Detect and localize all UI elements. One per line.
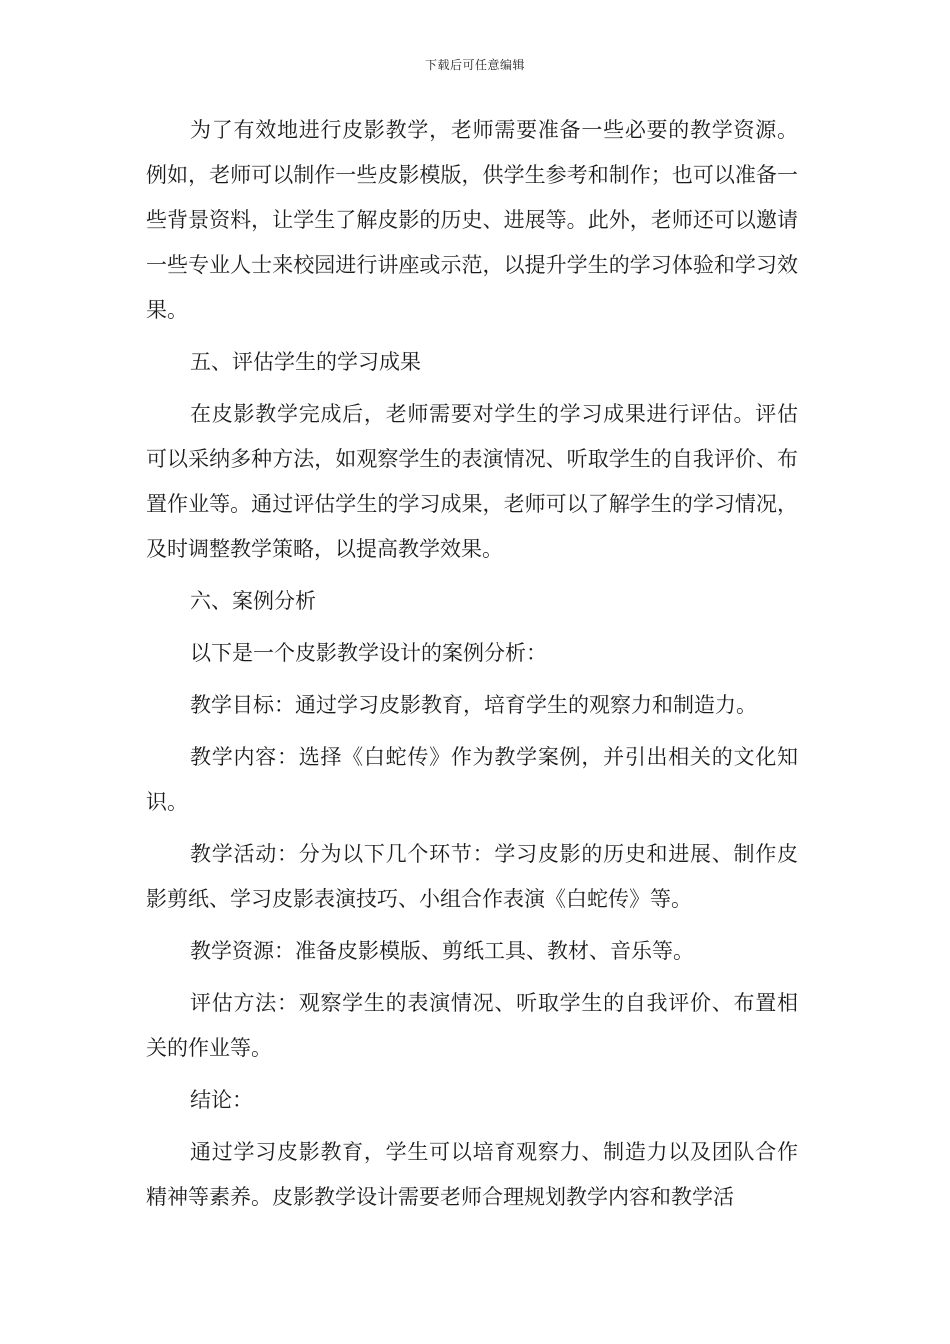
paragraph-assessment: 在皮影教学完成后，老师需要对学生的学习成果进行评估。评估可以采纳多种方法，如观察学生的表演情况、听取学生的自我评价、布置作业等。通过评估学生的学习成果，老师可以了解学生的学习情况，及时调整教学策略，以提高教学效果。	[146, 402, 798, 561]
paragraph-teaching-goal: 教学目标：通过学习皮影教育，培育学生的观察力和制造力。	[190, 693, 757, 717]
paragraph-teaching-activities: 教学活动：分为以下几个环节：学习皮影的历史和进展、制作皮影剪纸、学习皮影表演技巧、小组合作表演《白蛇传》等。	[146, 842, 798, 911]
page-header: 下载后可任意编辑	[424, 58, 525, 72]
paragraph-case-intro: 以下是一个皮影教学设计的案例分析：	[190, 641, 547, 665]
paragraph-assessment-method: 评估方法：观察学生的表演情况、听取学生的自我评价、布置相关的作业等。	[146, 991, 798, 1060]
paragraph-teaching-content: 教学内容：选择《白蛇传》作为教学案例，并引出相关的文化知识。	[146, 745, 798, 814]
document-body	[146, 108, 798, 1220]
paragraph-conclusion: 通过学习皮影教育，学生可以培育观察力、制造力以及团队合作精神等素养。皮影教学设计需要老师合理规划教学内容和教学活	[146, 1140, 798, 1209]
paragraph-teaching-resources: 为了有效地进行皮影教学，老师需要准备一些必要的教学资源。例如，老师可以制作一些皮影模版，供学生参考和制作；也可以准备一些背景资料，让学生了解皮影的历史、进展等。此外，老师还可以邀请一些专业人士来校园进行讲座或示范，以提升学生的学习体验和学习效果。	[146, 118, 798, 322]
paragraph-teaching-materials: 教学资源：准备皮影模版、剪纸工具、教材、音乐等。	[190, 939, 694, 963]
section-heading-conclusion: 结论：	[190, 1088, 253, 1112]
section-heading-assessment: 五、评估学生的学习成果	[190, 350, 421, 374]
section-heading-case-study: 六、案例分析	[190, 589, 316, 613]
